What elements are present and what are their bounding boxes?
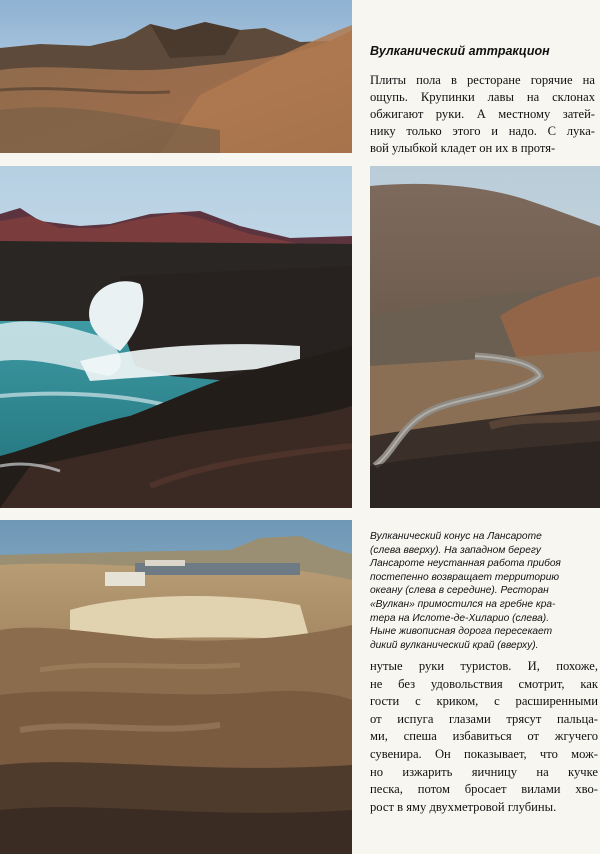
body-line: сувенира. Он показывает, что мож-	[370, 746, 598, 761]
body-line: рост в яму двухметровой глубины.	[370, 799, 557, 814]
intro-line: вой улыбкой кладет он их в протя-	[370, 141, 556, 155]
article-intro	[370, 72, 595, 157]
caption-line: «Вулкан» примостился на гребне кра-	[370, 598, 556, 610]
photo-crater-restaurant	[0, 520, 352, 854]
intro-line: обжигают руки. А местному затей-	[370, 107, 595, 121]
caption-line: постепенно возвращает территорию	[370, 571, 560, 583]
article-heading: Вулканический аттракцион	[370, 44, 550, 58]
caption-line: (слева вверху). На западном берегу	[370, 544, 541, 556]
body-line: гости с криком, с расширенными	[370, 694, 598, 709]
caption-line: дикий вулканический край (вверху).	[370, 639, 539, 651]
body-line: от испуга глазами трясут пальца-	[370, 711, 598, 726]
photo-volcanic-road	[370, 166, 600, 508]
body-line: ми, спеша избавиться от жгучего	[370, 729, 598, 744]
caption-line: Вулканический конус на Лансароте	[370, 531, 542, 542]
body-line: песка, потом бросает вилами хво-	[370, 782, 598, 797]
intro-line: нику только этого и надо. С лука-	[370, 124, 595, 138]
body-line: нутые руки туристов. И, похоже,	[370, 659, 598, 673]
photo-surf-lava-coast	[0, 166, 352, 508]
caption-line: Лансароте неустанная работа прибоя	[370, 558, 561, 570]
caption-line: океану (слева в середине). Ресторан	[370, 585, 549, 597]
photo-volcanic-cone	[0, 0, 352, 153]
intro-line: Плиты пола в ресторане горячие на	[370, 73, 595, 87]
photo-caption	[370, 530, 598, 652]
article-body	[370, 658, 598, 816]
body-line: не без удовольствия смотрит, как	[370, 676, 598, 691]
intro-line: ощупь. Крупинки лавы на склонах	[370, 90, 595, 104]
caption-line: Ныне живописная дорога пересекает	[370, 626, 553, 638]
body-line: но изжарить яичницу на кучке	[370, 764, 598, 779]
caption-line: тера на Ислоте-де-Хиларио (слева).	[370, 612, 550, 624]
